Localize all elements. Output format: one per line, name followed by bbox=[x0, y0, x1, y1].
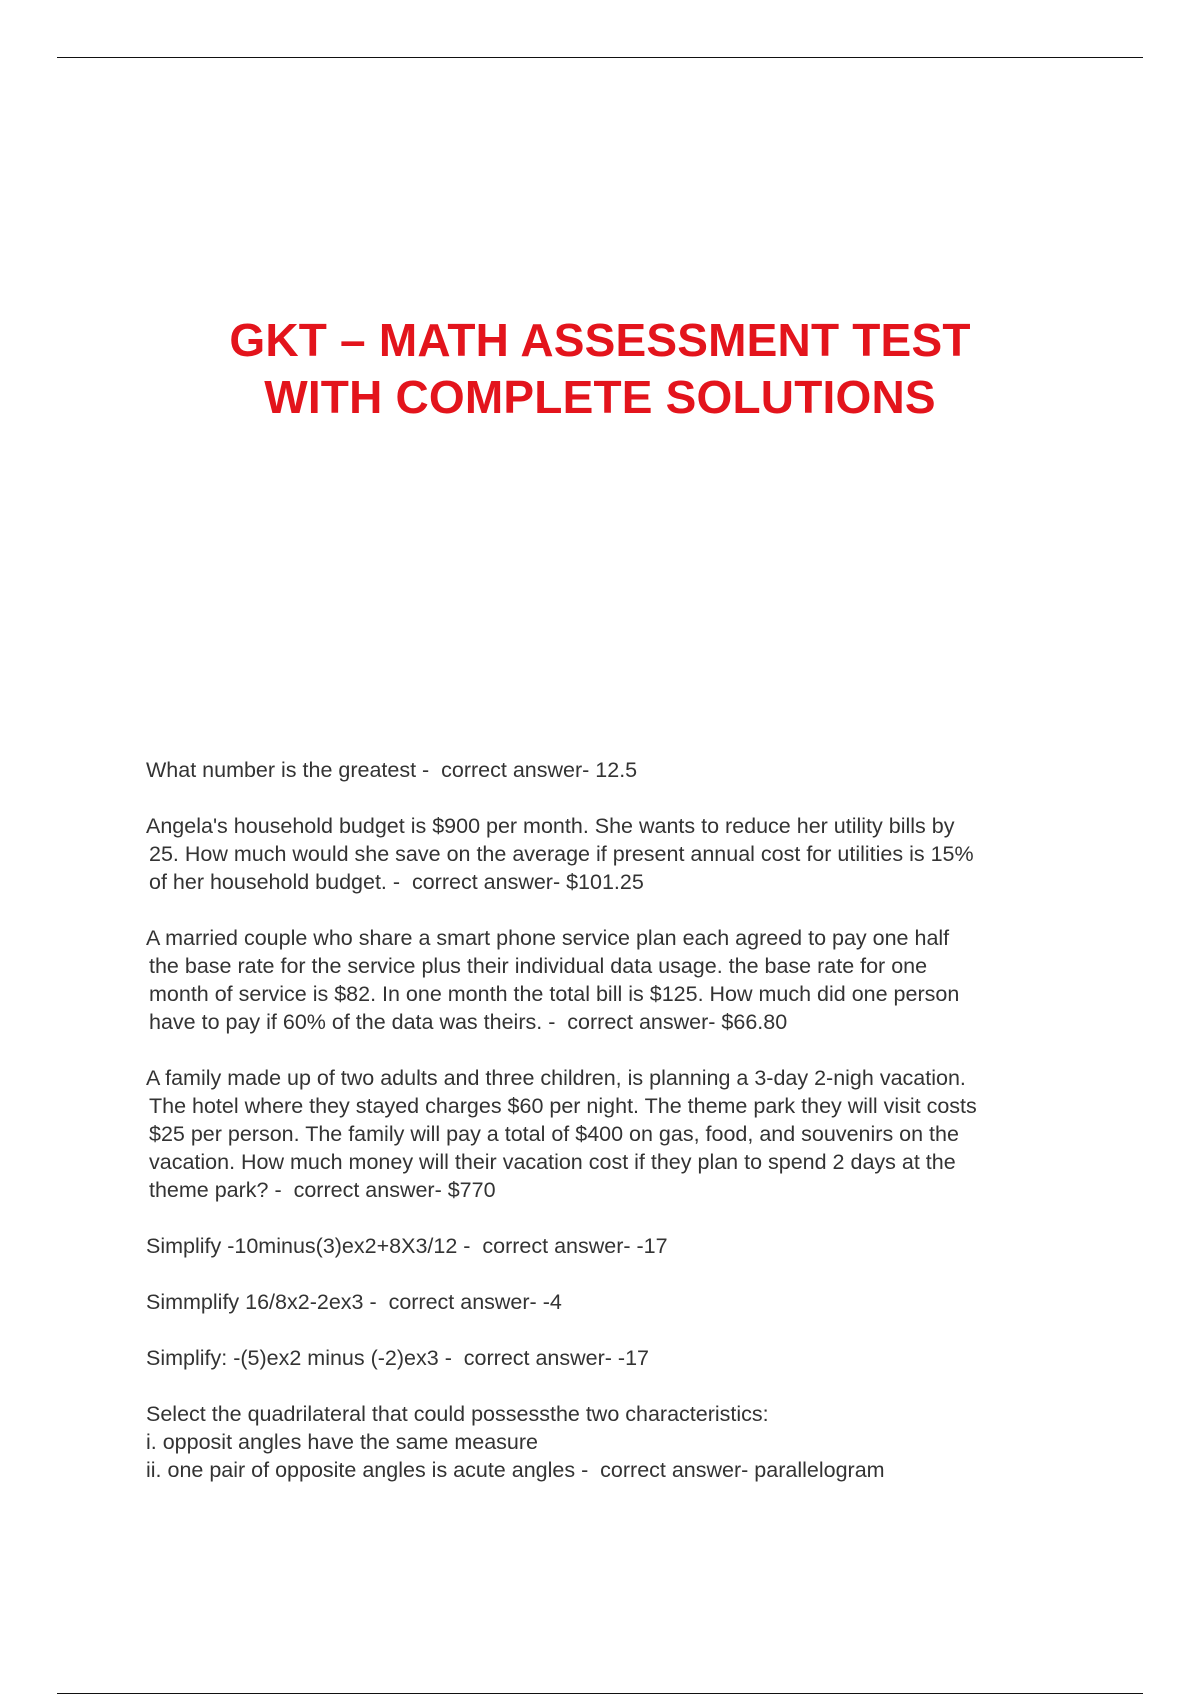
title-line-1: GKT – MATH ASSESSMENT TEST bbox=[229, 314, 971, 366]
answer-value: $66.80 bbox=[721, 1010, 788, 1034]
answer-value: $101.25 bbox=[566, 870, 644, 894]
question-text: The hotel where they stayed charges $60 per night. The theme park they will visit costs bbox=[149, 1094, 977, 1118]
question-text: ii. one pair of opposite angles is acute angles bbox=[146, 1458, 576, 1482]
question-text: $25 per person. The family will pay a total of $400 on gas, food, and souvenirs on the bbox=[149, 1122, 959, 1146]
top-rule bbox=[57, 57, 1143, 58]
question-7 bbox=[146, 1344, 1066, 1372]
question-text: vacation. How much money will their vacation cost if they plan to spend 2 days at the bbox=[149, 1150, 956, 1174]
question-text: Simplify -10minus(3)ex2+8X3/12 bbox=[146, 1234, 458, 1258]
question-text: month of service is $82. In one month the total bill is $125. How much did one person bbox=[149, 982, 960, 1006]
title-line-2: WITH COMPLETE SOLUTIONS bbox=[264, 371, 936, 423]
answer-prefix: - correct answer- bbox=[438, 1346, 618, 1370]
answer-value: -4 bbox=[542, 1290, 562, 1314]
question-text: theme park? bbox=[149, 1178, 269, 1202]
question-text-last bbox=[146, 1176, 1066, 1204]
question-6 bbox=[146, 1288, 1066, 1316]
bottom-rule bbox=[57, 1693, 1143, 1694]
question-text: Angela's household budget is $900 per month. She wants to reduce her utility bills by bbox=[146, 814, 955, 838]
question-text: i. opposit angles have the same measure bbox=[146, 1430, 539, 1454]
question-text: the base rate for the service plus their individual data usage. the base rate for one bbox=[149, 954, 928, 978]
answer-value: $770 bbox=[447, 1178, 496, 1202]
question-text: A married couple who share a smart phone service plan each agreed to pay one half bbox=[146, 926, 950, 950]
question-text: Select the quadrilateral that could possessthe two characteristics: bbox=[146, 1402, 769, 1426]
answer-prefix: - correct answer- bbox=[363, 1290, 543, 1314]
answer-prefix: - correct answer- bbox=[542, 1010, 722, 1034]
question-text-last bbox=[146, 1456, 1066, 1484]
question-text: Simplify: -(5)ex2 minus (-2)ex3 bbox=[146, 1346, 439, 1370]
question-text: of her household budget. bbox=[149, 870, 387, 894]
answer-value: 12.5 bbox=[595, 758, 638, 782]
answer-value: parallelogram bbox=[754, 1458, 885, 1482]
question-text: A family made up of two adults and three children, is planning a 3-day 2-nigh vacation. bbox=[146, 1066, 966, 1090]
question-text-last bbox=[146, 868, 1066, 896]
question-list bbox=[146, 756, 1066, 1512]
question-3 bbox=[146, 924, 1066, 1036]
answer-prefix: - correct answer- bbox=[386, 870, 567, 894]
answer-prefix: - correct answer- bbox=[416, 758, 596, 782]
question-4 bbox=[146, 1064, 1066, 1204]
answer-prefix: - correct answer- bbox=[268, 1178, 448, 1202]
question-2 bbox=[146, 812, 1066, 896]
answer-prefix: - correct answer- bbox=[575, 1458, 755, 1482]
question-text: What number is the greatest bbox=[146, 758, 417, 782]
question-1 bbox=[146, 756, 1066, 784]
question-text: Simmplify 16/8x2-2ex3 bbox=[146, 1290, 364, 1314]
question-8 bbox=[146, 1400, 1066, 1484]
question-text: 25. How much would she save on the average if present annual cost for utilities is 15% bbox=[149, 842, 974, 866]
document-title bbox=[0, 312, 1200, 426]
answer-prefix: - correct answer- bbox=[457, 1234, 637, 1258]
question-text: have to pay if 60% of the data was theirs. bbox=[149, 1010, 543, 1034]
question-text-last bbox=[146, 1008, 1066, 1036]
answer-value: -17 bbox=[636, 1234, 668, 1258]
question-5 bbox=[146, 1232, 1066, 1260]
answer-value: -17 bbox=[617, 1346, 649, 1370]
